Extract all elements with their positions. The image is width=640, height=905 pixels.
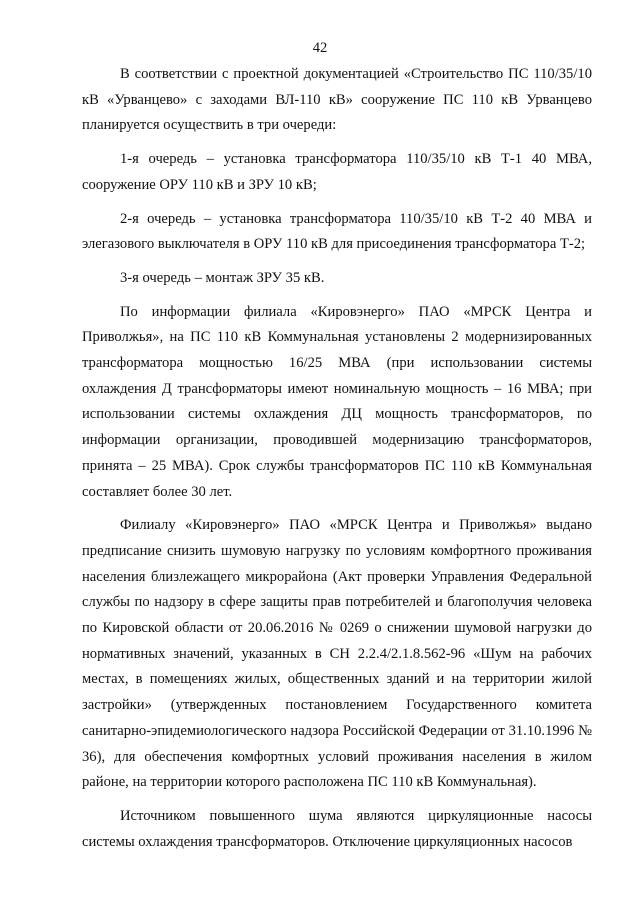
page-number: 42: [312, 40, 328, 56]
paragraph-kirovenergo-info: По информации филиала «Кировэнерго» ПАО «МРСК Центра и Приволжья», на ПС 110 кВ Коммунальная установлены 2 модернизированных трансформатора мощностью 16/25 МВА (при использовании системы охлаждения Д трансформаторы имеют номинальную мощность – 16 МВА; при использовании системы охлаждения ДЦ мощность трансформаторов, по информации организации, проводившей модернизацию трансформаторов, принята – 25 МВА). Срок службы трансформаторов ПС 110 кВ Коммунальная составляет более 30 лет.: [82, 303, 592, 500]
paragraph-noise-order: Филиалу «Кировэнерго» ПАО «МРСК Центра и Приволжья» выдано предписание снизить шумовую нагрузку по условиям комфортного проживания населения близлежащего микрорайона (Акт проверки Управления Федеральной службы по надзору в сфере защиты прав потребителей и благополучия человека по Кировской области от 20.06.2016 № 0269 о снижении шумовой нагрузки до нормативных значений, указанных в СН 2.2.4/2.1.8.562-96 «Шум на рабочих местах, в помещениях жилых, общественных зданий и на территории жилой застройки» (утвержденных постановлением Государственного комитета санитарно-эпидемиологического надзора Российской Федерации от 31.10.1996 № 36), для обеспечения комфортных условий проживания населения в жилом районе, на территории которого расположена ПС 110 кВ Коммунальная).: [82, 517, 592, 791]
paragraph-project-stages: В соответствии с проектной документацией «Строительство ПС 110/35/10 кВ «Урванцево» с заходами ВЛ-110 кВ» сооружение ПС 110 кВ Урванцево планируется осуществить в три очереди:: [82, 66, 592, 134]
paragraph-stage-2: 2-я очередь – установка трансформатора 110/35/10 кВ Т-2 40 МВА и элегазового выключателя в ОРУ 110 кВ для присоединения трансформатора Т-2;: [82, 210, 592, 253]
paragraph-stage-1: 1-я очередь – установка трансформатора 110/35/10 кВ Т-1 40 МВА, сооружение ОРУ 110 кВ и ЗРУ 10 кВ;: [82, 151, 592, 193]
paragraph-noise-source: Источником повышенного шума являются циркуляционные насосы системы охлаждения трансформаторов. Отключение циркуляционных насосов: [82, 807, 592, 850]
body-text: [82, 62, 592, 855]
paragraph-stage-3: 3-я очередь – монтаж ЗРУ 35 кВ.: [120, 269, 325, 286]
